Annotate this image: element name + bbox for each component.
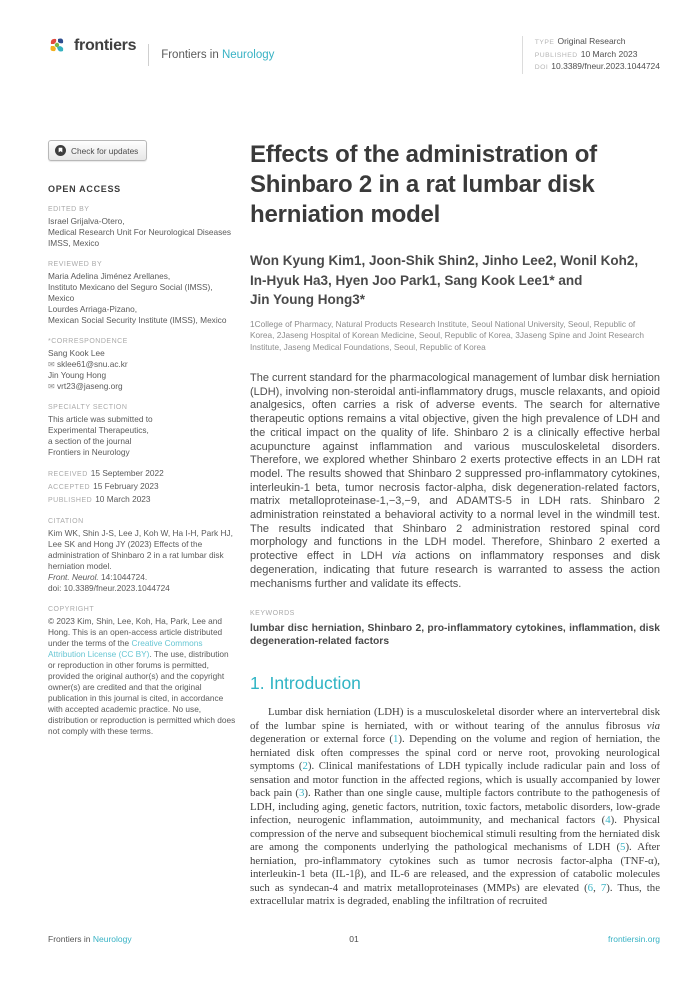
sidebar-block-label: ACCEPTED (48, 484, 91, 491)
sidebar-block-label: CITATION (48, 518, 84, 525)
introduction-paragraph (250, 706, 660, 909)
citation-ref: 2 (302, 760, 308, 773)
text-segment: Frontiers in Neurology (48, 447, 130, 457)
affiliations (250, 319, 660, 354)
sidebar-block-body (95, 494, 150, 504)
citation-ref: 3 (298, 787, 305, 800)
abstract-text (250, 372, 660, 591)
header-divider (148, 44, 149, 66)
journal-title[interactable] (161, 49, 274, 61)
check-for-updates-button[interactable] (48, 140, 147, 161)
text-segment: Jaseng Hospital of Korean Medicine, Seoul, Republic of Korea, (281, 330, 516, 340)
sidebar-block-label: RECEIVED (48, 471, 88, 478)
text-segment: , Joon-Shik Shin (361, 253, 468, 268)
sidebar-block (48, 336, 238, 392)
keywords-text: lumbar disc herniation, Shinbaro 2, pro-inflammatory cytokines, inflammation, disk degeneration-related factors (250, 623, 660, 648)
text-segment: , Hyen Joo Park (328, 272, 430, 288)
text-segment: doi: 10.3389/fneur.2023.1044724 (48, 583, 170, 593)
text-segment: © 2023 Kim, Shin, Lee, Koh, Ha, Park, Lee and Hong. This is an open-access article distributed under the terms of the (48, 616, 223, 648)
text-segment: Effects of the administration of (250, 141, 597, 168)
text-segment: ). Clinical manifestations of LDH typically include radicular pain and loss of sensation and motor function in the affected regions, which is usually accompanied by lower back pain ( (250, 760, 660, 800)
text-segment: , Sang Kook Lee (436, 272, 542, 288)
license-link[interactable]: Creative Commons Attribution License (CC BY) (48, 638, 203, 659)
text-segment: Medical Research Unit For Neurological Diseases IMSS, Mexico (48, 227, 232, 248)
envelope-icon: ✉ (48, 382, 55, 391)
text-segment: . The use, distribution or reproduction in other forums is permitted, provided the original author(s) and the copyright owner(s) are credited and that the original publication in this journal is cited, in accordance with accepted academic practice. No use, distribution or reproduction is permitted which does not comply with these terms. (48, 649, 236, 736)
text-segment: Jin Young Hong (48, 370, 107, 380)
meta-row (535, 36, 660, 49)
text-segment: Israel Grijalva-Otero, (48, 216, 125, 226)
text-segment: 1 (250, 318, 255, 329)
sidebar-block (48, 402, 238, 458)
meta-label: PUBLISHED (534, 51, 578, 59)
text-segment: ). Physical compression of the nerve and subsequent biochemical stimuli resulting from the herniated disk are among the components underlying the pathological mechanisms of LDH ( (250, 814, 660, 854)
author-list (250, 251, 660, 310)
text-segment: ). Depending on the volume and region of herniation, the herniated disk often compresses the spinal cord or nerve root, provoking neurological symptoms ( (250, 733, 660, 773)
text-segment: College of Pharmacy, Natural Products Research Institute, Seoul National University, Seoul, Republic of Korea, (250, 318, 636, 340)
text-segment: Lourdes Arriaga-Pizano, (48, 304, 138, 314)
sidebar-blocks (48, 204, 238, 737)
text-segment: actions on inflammatory responses and disk degeneration, indicating that future research is warranted to assess the action mechanisms further and validate its effects. (250, 550, 661, 590)
page-header (48, 36, 660, 74)
text-segment: 3 (320, 272, 329, 288)
text-segment: , Wonil Koh (552, 253, 627, 268)
meta-row (535, 61, 660, 74)
footer-site-link[interactable]: frontiersin.org (608, 934, 660, 944)
text-segment: Mexican Social Security Institute (IMSS), Mexico (48, 315, 227, 325)
article-main (250, 140, 660, 909)
text-segment: Kim WK, Shin J-S, Lee J, Koh W, Ha I-H, Park HJ, Lee SK and Hong JY (2023) Effects of the administration of Shinbaro 2 in a rat lumbar disk herniation model. (48, 528, 233, 571)
sidebar-block (48, 604, 238, 737)
meta-value: Original Research (557, 36, 626, 46)
text-segment: 1 (354, 253, 362, 268)
header-meta (522, 36, 660, 74)
sidebar-block (48, 204, 238, 249)
sidebar-block-body (48, 616, 238, 737)
text-segment: Front. Neurol. (48, 572, 99, 582)
text-segment[interactable]: vrt23@jaseng.org (54, 381, 123, 391)
text-segment: Jin Young Hong (250, 292, 353, 307)
text-segment: ). Rather than one single cause, multiple factors contribute to the pathogenesis of LDH, including aging, genetic factors, nutrition, toxic factors, metabolic disorders, low-grade infection, neurogenic inflammation, autoimmunity, and mechanical factors ( (250, 787, 660, 827)
sidebar-block-label: COPYRIGHT (48, 606, 95, 613)
meta-value: 10 March 2023 (580, 48, 638, 59)
sidebar-block-label: EDITED BY (48, 206, 90, 213)
sidebar-block-label: REVIEWED BY (48, 261, 103, 268)
sidebar-block-body (48, 271, 238, 326)
sidebar-block-body (93, 481, 159, 491)
text-segment: 3* (352, 292, 366, 307)
text-segment: 2 (545, 253, 553, 268)
text-segment: 10 March 2023 (95, 494, 151, 504)
text-segment: 1 (429, 272, 437, 288)
text-segment: 2 (467, 253, 475, 268)
text-segment: Instituto Mexicano del Seguro Social (IMSS), Mexico (48, 282, 213, 303)
sidebar-block-body (48, 348, 238, 392)
text-segment: Maria Adelina Jiménez Arellanes, (48, 271, 171, 281)
text-segment: 15 February 2023 (93, 481, 159, 491)
sidebar-block-label: *CORRESPONDENCE (48, 338, 128, 345)
text-segment: a section of the journal (48, 436, 132, 446)
page-number: 01 (349, 934, 359, 944)
text-segment: This article was submitted to (48, 414, 153, 424)
text-segment: Shinbaro 2 in a rat lumbar disk (250, 171, 595, 198)
sidebar-block (48, 259, 238, 326)
text-segment: , Jinho Lee (474, 253, 546, 268)
sidebar-block-body (48, 528, 238, 594)
content (48, 140, 660, 909)
article-title (250, 140, 660, 230)
citation-ref: 7 (600, 881, 607, 894)
citation-ref: 4 (605, 814, 611, 827)
sidebar-block-body (48, 216, 238, 249)
text-segment: ). Thus, the extracellular matrix is degraded, enabling the infiltration of recruited (250, 881, 660, 908)
text-segment: , (593, 881, 601, 894)
text-segment: and (554, 272, 583, 288)
sidebar-block-label: SPECIALTY SECTION (48, 404, 128, 411)
keywords-label: KEYWORDS (250, 610, 295, 618)
text-segment: via (391, 550, 406, 563)
sidebar-block (48, 516, 238, 594)
open-access-label: OPEN ACCESS (48, 184, 121, 194)
frontiers-wordmark: frontiers (74, 36, 137, 54)
check-for-updates-label: Check for updates (71, 145, 139, 156)
text-segment: herniation model (250, 201, 441, 228)
sidebar-block (48, 494, 238, 506)
section-heading-introduction: 1. Introduction (250, 673, 361, 694)
text-segment: In-Hyuk Ha (250, 272, 321, 288)
text-segment: Sang Kook Lee (48, 348, 105, 358)
sidebar-block (48, 468, 238, 480)
text-segment: 3 (515, 330, 520, 340)
text-segment[interactable]: sklee61@snu.ac.kr (54, 359, 128, 369)
text-segment: Won Kyung Kim (250, 253, 354, 268)
footer-journal-name[interactable]: Neurology (92, 934, 132, 944)
text-segment: The current standard for the pharmacological management of lumbar disk herniation (LDH), involving non-steroidal anti-inflammatory drugs, muscle relaxants, and opioid analgesics, often carries a risk of adverse events. The search for alternative therapeutic options remains a vital objective, given the high prevalence of LDH and the critical impact on the quality of life. Shinbaro 2 is a clinically effective herbal acupuncture against inflammation and various musculoskeletal disorders. Therefore, we explored whether Shinbaro 2 exerts protective effects in an LDH rat model. The results showed that Shinbaro 2 suppressed pro-inflammatory cytokines, interleukin-1 beta, tumor necrosis factor-alpha, disk degeneration-related factors, matrix metalloproteinase-1,−3,−9, and ADAMTS-5 in LDH rats. Shinbaro 2 administration reinstated a behavioral activity to a normal level in the windmill test. The results indicated that Shinbaro 2 administration restored spinal cord morphology and functions in the LDH model. Therefore, Shinbaro 2 exerted a protective effect in LDH (250, 372, 660, 563)
meta-value: 10.3389/fneur.2023.1044724 (551, 61, 660, 71)
text-segment: 2 (626, 253, 635, 268)
meta-label: TYPE (534, 39, 555, 46)
text-segment: , (634, 253, 639, 268)
sidebar-block (48, 481, 238, 493)
text-segment: Lumbar disk herniation (LDH) is a musculoskeletal disorder where an intervertebral disk of the lumbar spine is herniated, with or without tearing of the annulus fibrosus (250, 706, 660, 732)
journal-name[interactable]: Neurology (221, 48, 275, 61)
citation-ref: 6 (587, 881, 594, 894)
citation-ref: 1 (392, 733, 399, 746)
sidebar-block-label: PUBLISHED (48, 497, 93, 504)
text-segment: Experimental Therapeutics, (48, 425, 149, 435)
frontiers-logo-icon (48, 36, 67, 55)
envelope-icon: ✉ (48, 360, 55, 369)
sidebar-block-body (91, 468, 164, 478)
text-segment: 2 (276, 330, 282, 340)
text-segment: 14:1044724. (98, 572, 148, 582)
text-segment: Jaseng Spine and Joint Research Institute, Jaseng Medical Foundations, Seoul, Republic of Korea (250, 330, 644, 352)
footer-journal-prefix: Frontiers in (48, 934, 93, 944)
text-segment: 15 September 2022 (90, 468, 164, 478)
crossmark-icon (55, 145, 66, 156)
text-segment: via (646, 719, 660, 732)
meta-row (535, 49, 660, 62)
sidebar-block-body (48, 414, 238, 458)
citation-ref: 5 (620, 841, 626, 854)
journal-prefix: Frontiers in (161, 48, 219, 61)
text-segment: degeneration or external force ( (250, 733, 393, 746)
sidebar (48, 140, 238, 909)
frontiers-logo[interactable] (48, 36, 136, 55)
meta-label: DOI (534, 64, 549, 71)
text-segment: 1* (541, 272, 555, 288)
text-segment: ). After herniation, pro-inflammatory cytokines such as tumor necrosis factor-alpha (TNF-α), interleukin-1 beta (IL-1β), and IL-6 are released, and the expression of catabolic molecules such as syndecan-4 and matrix metalloproteinases (MMPs) are elevated ( (250, 841, 660, 894)
